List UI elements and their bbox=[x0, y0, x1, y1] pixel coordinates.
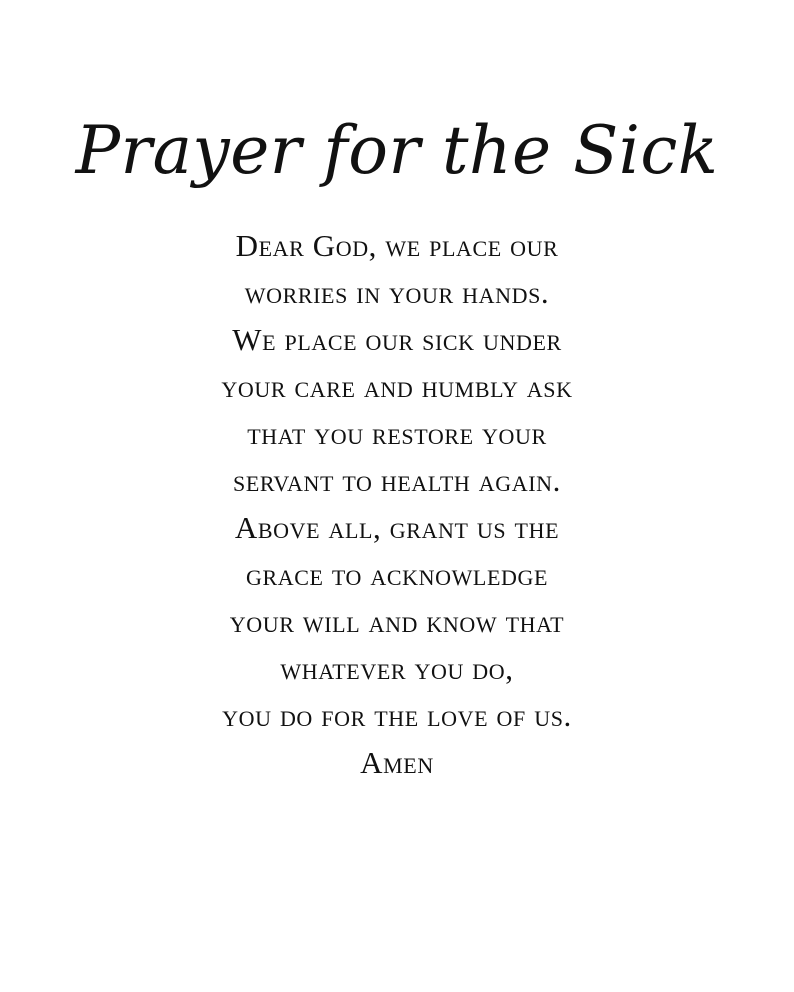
prayer-line: Above all, grant us the bbox=[234, 510, 560, 545]
prayer-line: grace to acknowledge bbox=[245, 557, 549, 592]
prayer-line: you do for the love of us. bbox=[222, 698, 572, 733]
prayer-line: your will and know that bbox=[229, 604, 565, 639]
prayer-line: your care and humbly ask bbox=[221, 369, 573, 404]
prayer-text bbox=[0, 222, 794, 786]
prayer-line: worries in your hands. bbox=[244, 275, 550, 310]
prayer-line: whatever you do, bbox=[280, 651, 514, 686]
prayer-line: servant to health again. bbox=[232, 463, 562, 498]
prayer-line: We place our sick under bbox=[232, 322, 562, 357]
prayer-line: that you restore your bbox=[247, 416, 547, 451]
prayer-line: Dear God, we place our bbox=[235, 228, 559, 263]
page-title: Prayer for the Sick bbox=[75, 112, 719, 189]
prayer-closing: Amen bbox=[360, 745, 434, 780]
